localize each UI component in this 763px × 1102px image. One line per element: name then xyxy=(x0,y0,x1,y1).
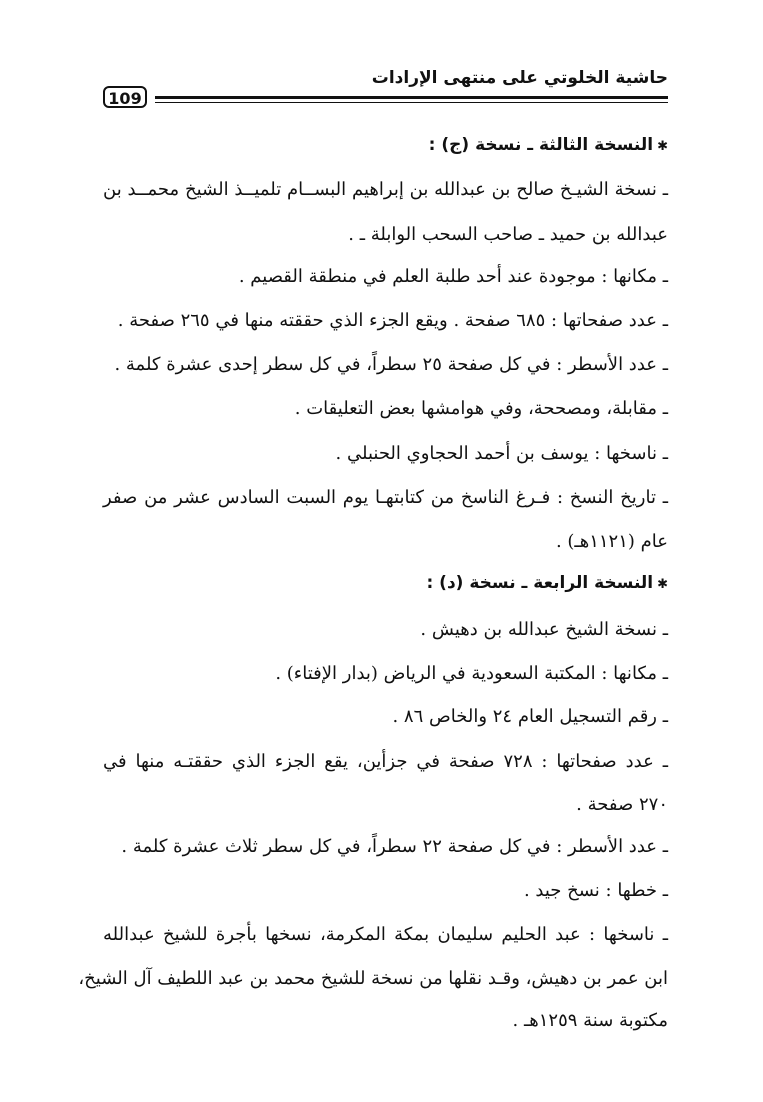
text-line: عبدالله بن حميد ـ صاحب السحب الوابلة ـ . xyxy=(348,224,668,245)
text-line: ـ مقابلة، ومصححة، وفي هوامشها بعض التعليقات . xyxy=(294,398,668,419)
text-line: ـ رقم التسجيل العام ٢٤ والخاص ٨٦ . xyxy=(392,706,668,727)
text-line: ـ ناسخها : عبد الحليم سليمان بمكة المكرمة، نسخها بأجرة للشيخ عبدالله xyxy=(103,924,668,945)
text-line: ـ نسخة الشيخ عبدالله بن دهيش . xyxy=(420,619,668,640)
text-line: ـ تاريخ النسخ : فـرغ الناسخ من كتابتهـا يوم السبت السادس عشر من صفر xyxy=(103,487,668,508)
text-line: ـ عدد الأسطر : في كل صفحة ٢٥ سطراً، في كل سطر إحدى عشرة كلمة . xyxy=(114,354,668,375)
text-line: ـ خطها : نسخ جيد . xyxy=(523,880,668,901)
page-number: 109 xyxy=(103,86,147,108)
section-heading-c: ✱النسخة الثالثة ـ نسخة (ج) : xyxy=(428,135,668,155)
text-line: ٢٧٠ صفحة . xyxy=(576,794,668,815)
page-header xyxy=(103,68,668,112)
text-line: ـ ناسخها : يوسف بن أحمد الحجاوي الحنبلي . xyxy=(335,443,668,464)
section-heading-d: ✱النسخة الرابعة ـ نسخة (د) : xyxy=(426,573,668,593)
bullet-star-icon: ✱ xyxy=(657,577,668,592)
header-rule-thin xyxy=(155,102,668,103)
text-line: ـ مكانها : المكتبة السعودية في الرياض (بدار الإفتاء) . xyxy=(275,663,668,684)
running-title: حاشية الخلوتي على منتهى الإرادات xyxy=(371,68,668,88)
text-line: ـ نسخة الشيـخ صالح بن عبدالله بن إبراهيم البســام تلميــذ الشيخ محمــد بن xyxy=(103,179,668,200)
text-line: ـ عدد صفحاتها : ٧٢٨ صفحة في جزأين، يقع الجزء الذي حققتـه منها في xyxy=(103,751,668,772)
text-line: ـ عدد الأسطر : في كل صفحة ٢٢ سطراً، في كل سطر ثلاث عشرة كلمة . xyxy=(121,836,668,857)
text-line: عام (١١٢١هـ) . xyxy=(555,531,668,552)
text-line: مكتوبة سنة ١٢٥٩هـ . xyxy=(512,1010,668,1031)
bullet-star-icon: ✱ xyxy=(657,139,668,154)
text-line: ابن عمر بن دهيش، وقـد نقلها من نسخة للشيخ محمد بن عبد اللطيف آل الشيخ، xyxy=(78,968,668,989)
text-line: ـ عدد صفحاتها : ٦٨٥ صفحة . ويقع الجزء الذي حققته منها في ٢٦٥ صفحة . xyxy=(117,310,668,331)
text-line: ـ مكانها : موجودة عند أحد طلبة العلم في منطقة القصيم . xyxy=(238,266,668,287)
